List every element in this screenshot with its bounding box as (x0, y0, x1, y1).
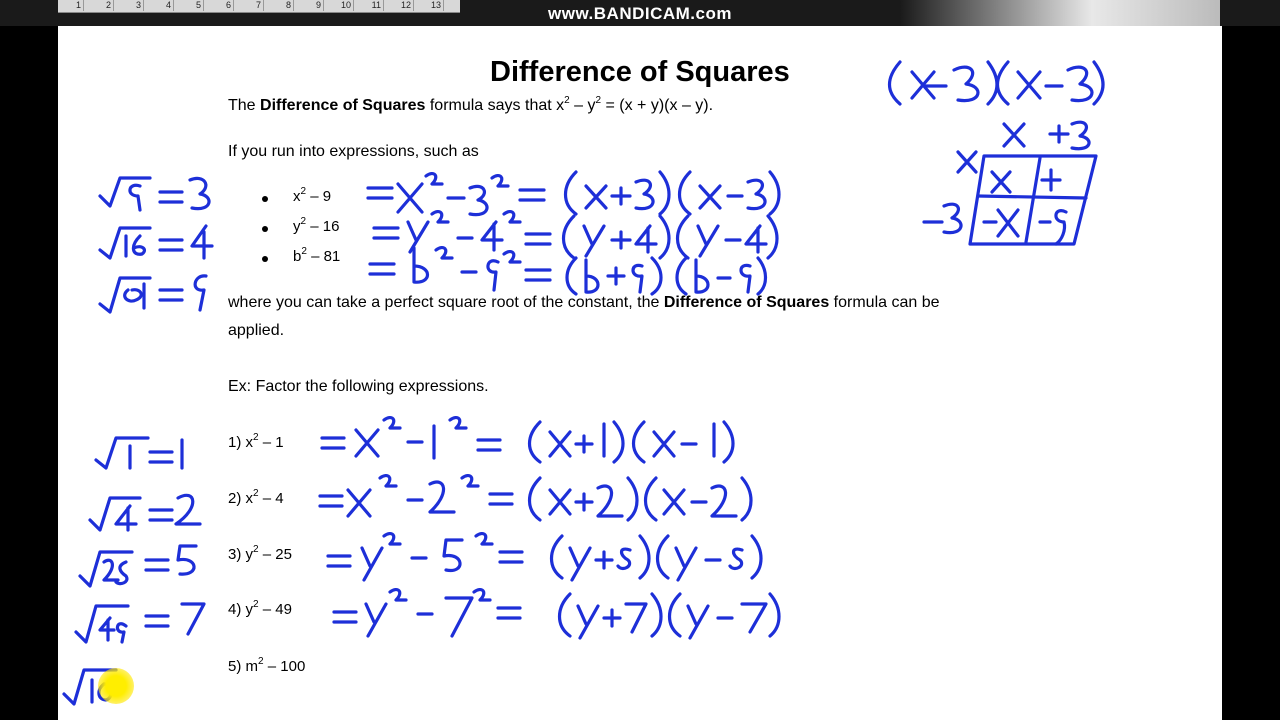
decorative-banner (900, 0, 1220, 26)
taskbar-button[interactable]: 1 (58, 0, 84, 11)
bullet-dot (262, 256, 268, 262)
taskbar-strip (58, 0, 460, 13)
recorder-top-bar (0, 0, 1280, 26)
paragraph-line-1: where you can take a perfect square root of the constant, the Difference of Squares formula can be (228, 294, 940, 311)
exercise-2: 2) $x^2 - 4$ (228, 488, 284, 507)
exercise-1: 1) $x^2 - 1$ (228, 432, 284, 451)
intro-pre: The (228, 97, 261, 114)
exercise-5: 5) $m^2 - 100$ (228, 656, 306, 675)
bullet-item-2: $y^2 - 16$ (293, 216, 340, 235)
taskbar-button[interactable]: 13 (418, 0, 444, 11)
expressions-intro: If you run into expressions, such as (228, 143, 479, 160)
page-title: Difference of Squares (490, 56, 790, 88)
right-margin (1222, 26, 1280, 720)
exponent: 2 (564, 95, 570, 106)
taskbar-button[interactable]: 5 (178, 0, 204, 11)
taskbar-button[interactable]: 10 (328, 0, 354, 11)
intro-line (228, 97, 713, 115)
taskbar-button[interactable]: 2 (88, 0, 114, 11)
intro-post: formula says that x (425, 97, 565, 114)
intro-formula-end: = (x + y)(x – y). (601, 97, 714, 114)
taskbar-button[interactable]: 6 (208, 0, 234, 11)
exercise-3: 3) $y^2 - 25$ (228, 544, 292, 563)
bullet-item-3: $b^2 - 81$ (293, 246, 341, 265)
exponent: 2 (595, 95, 602, 106)
intro-tail: – y (569, 97, 596, 114)
example-heading: Ex: Factor the following expressions. (228, 378, 489, 395)
recorder-watermark: www.BANDICAM.com (548, 4, 732, 23)
taskbar-button[interactable]: 3 (118, 0, 144, 11)
paragraph-line-2: applied. (228, 322, 285, 339)
taskbar-button[interactable]: 11 (358, 0, 384, 11)
bullet-dot (262, 226, 268, 232)
taskbar-button[interactable]: 7 (238, 0, 264, 11)
cursor-highlight (98, 668, 134, 704)
taskbar-button[interactable]: 12 (388, 0, 414, 11)
taskbar-button[interactable]: 8 (268, 0, 294, 11)
bullet-dot (262, 196, 268, 202)
bullet-item-1: $x^2 - 9$ (293, 186, 332, 205)
taskbar-button[interactable]: 4 (148, 0, 174, 11)
intro-bold: Difference of Squares (260, 97, 426, 114)
taskbar-button[interactable]: 9 (298, 0, 324, 11)
exercise-4: 4) $y^2 - 49$ (228, 599, 292, 618)
